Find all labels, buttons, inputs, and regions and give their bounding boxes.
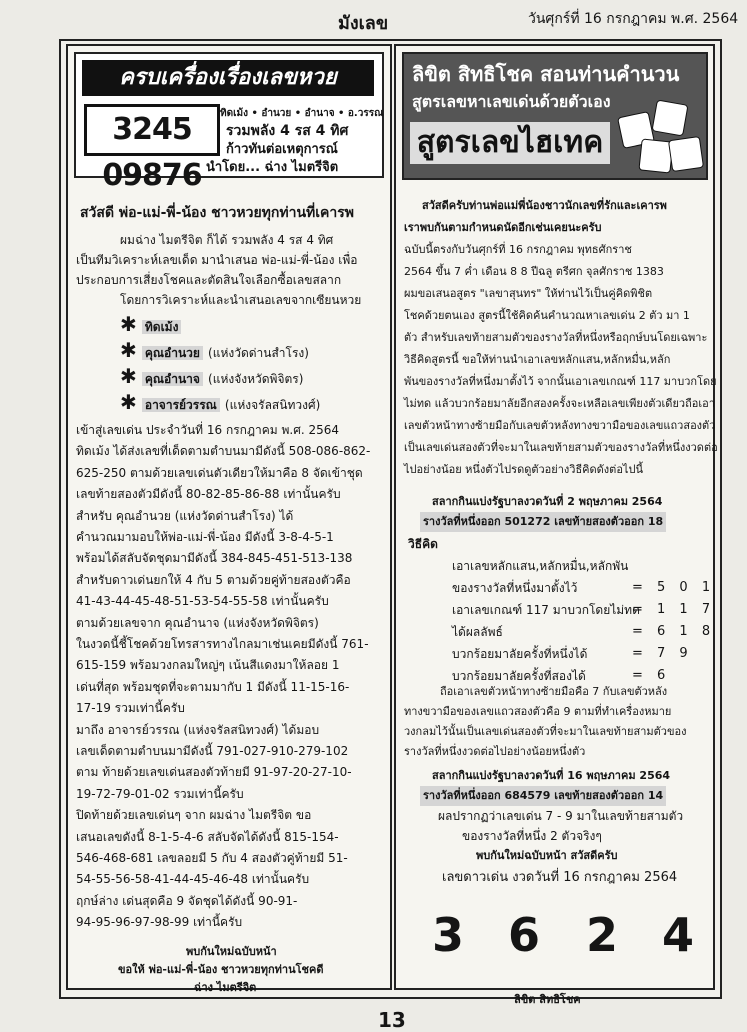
expert-name: คุณอำนาจ [142, 372, 203, 386]
result-line: ผลปรากฏว่าเลขเด่น 7 - 9 มาในเลขท้ายสามตัว [438, 809, 684, 823]
example1-result: รางวัลที่หนึ่งออก 501272 เลขท้ายสองตัวออก 18 [420, 512, 666, 532]
left-column [66, 44, 392, 994]
article-line: 54-55-56-58-41-44-45-46-48 เท่านั้นครับ [76, 872, 310, 887]
article-line: โชคด้วยตนเอง สูตรนี้ใช้คิดค้นคำนวณหาเลขเด่น 2 ตัว มา 1 [404, 309, 690, 322]
expert-name: อาจารย์วรรณ [142, 398, 220, 412]
star-numbers-label: เลขดาวเด่น งวดวันที่ 16 กรกฎาคม 2564 [442, 870, 678, 885]
left-signature: ฉ่าง ไมตรีจิต [194, 981, 257, 994]
calc-value: = 1 1 7 [632, 602, 716, 617]
article-line: 19-72-79-01-02 รวมเท่านี้ครับ [76, 786, 244, 801]
article-line: เด่นที่สุด พร้อมชุดที่จะตามมากับ 1 มีดังนี้ 11-15-16- [76, 679, 350, 694]
expert-place: (แห่งจังหวัดพิจิตร) [208, 372, 304, 386]
article-line: 625-250 ตามด้วยเลขเด่นตัวเดียวให้มาคือ 8 จัดเข้าชุด [76, 465, 363, 480]
article-line: พันของรางวัลที่หนึ่งมาตั้งไว้ จากนั้นเอาเลขเกณฑ์ 117 มาบวกโดย [404, 375, 717, 388]
article-line: สวัสดีครับท่านพ่อแม่พี่น้องชาวนักเลขที่รักและเคารพ [422, 199, 667, 212]
conclusion-line: ถือเอาเลขตัวหน้าทางซ้ายมือคือ 7 กับเลขตัวหลัง [440, 685, 668, 698]
article-line: เลขตัวหน้าทางซ้ายมือกับเลขตัวหลังทางขวามือของเลขแถวสองตัว [404, 419, 716, 432]
left-banner-line2: รวมพลัง 4 รส 4 ทิศ [226, 123, 349, 139]
article-line: มาถึง อาจารย์วรรณ (แห่งจรัลสนิทวงศ์) ได้มอบ [76, 722, 320, 737]
article-line: ไปอย่างน้อย หนึ่งตัวไปรดดูตัวอย่างวิธีคิดดังต่อไปนี้ [404, 463, 643, 476]
article-line: วิธีคิดสูตรนี้ ขอให้ท่านนำเอาเลขหลักแสน,หลักหมื่น,หลัก [404, 353, 671, 366]
final-digit: 6 [508, 908, 541, 962]
article-line: ฉบับนี้ตรงกับวันศุกร์ที่ 16 กรกฎาคม พุทธศักราช [404, 243, 632, 256]
left-banner-line3: ก้าวทันต่อเหตุการณ์ [226, 142, 338, 157]
newspaper-title: มังเลข [338, 13, 389, 34]
article-line: ฤกษ์ล่าง เด่นสุดคือ 9 จัดชุดได้ดังนี้ 90-91- [76, 893, 298, 908]
greeting-heading: สวัสดี พ่อ-แม่-พี่-น้อง ชาวหวยทุกท่านที่เคารพ [80, 205, 355, 221]
left-closing: พบกันใหม่ฉบับหน้า [186, 945, 277, 958]
calc-value: = 6 1 8 [632, 624, 716, 639]
article-line: ปิดท้ายด้วยเลขเด่นๆ จาก ผมฉ่าง ไมตรีจิต ขอ [76, 808, 312, 823]
calc-value: = 6 [632, 668, 671, 683]
expert-item [120, 390, 320, 415]
article-line: เสนอเลขดังนี้ 8-1-5-4-6 สลับจัดได้ดังนี้ 815-154- [76, 829, 339, 844]
right-banner-subtitle: สูตรเลขหาเลขเด่นด้วยตัวเอง [412, 92, 611, 111]
left-banner-line1: ทิดเม้ง • อำนวย • อำนาจ • อ.วรรณ [220, 108, 384, 119]
article-line: ตาม ท้ายด้วยเลขเด่นสองตัวท้ายมี 91-97-20-27-10- [76, 765, 352, 780]
article-line: 94-95-96-97-98-99 เท่านี้ครับ [76, 915, 243, 930]
article-line: ตัว สำหรับเลขท้ายสามตัวของรางวัลที่หนึ่งหรือฤกษ์บนโดยเฉพาะ [404, 331, 708, 344]
right-banner [402, 52, 708, 180]
intro-line: เป็นทีมวิเคราะห์เลขเด็ด มานำเสนอ พ่อ-แม่-พี่-น้อง เพื่อ [76, 253, 358, 267]
calc-label: เอาเลขเกณฑ์ 117 มาบวกโดยไม่ทด [452, 603, 640, 617]
expert-place: (แห่งวัดด่านสำโรง) [208, 346, 309, 360]
example2-result: รางวัลที่หนึ่งออก 684579 เลขท้ายสองตัวออก 14 [420, 786, 666, 806]
final-digit: 4 [662, 908, 695, 962]
asterisk-icon: ✱ [120, 364, 137, 388]
article-line: ในงวดนี้ชี้โชคด้วยโทรสารทางไกลมาเช่นเคยมีดังนี้ 761- [76, 637, 369, 651]
article-line: เลขเด็ดตามตำบนมามีดังนี้ 791-027-910-279-102 [76, 744, 349, 758]
article-line: ไม่ทด แล้วบวกร้อยมาลัยอีกสองครั้งจะเหลือเลขเพียงตัวเดียวถือเอา [404, 397, 715, 410]
method-label: วิธีคิด [408, 537, 438, 551]
right-banner-headline: สูตรเลขไฮเทค [410, 122, 610, 164]
conclusion-line: วงกลมไว้นั้นเป็นเลขเด่นสองตัวที่จะมาในเลขท้ายสามตัวของ [404, 725, 687, 738]
left-banner-line4: นำโดย... ฉ่าง ไมตรีจิต [206, 160, 339, 175]
calc-label: ได้ผลลัพธ์ [452, 625, 503, 639]
dice-icon [651, 99, 688, 136]
expert-name: ทิดเม้ง [142, 320, 182, 334]
expert-item [120, 312, 181, 337]
issue-date: วันศุกร์ที่ 16 กรกฎาคม พ.ศ. 2564 [528, 11, 739, 27]
left-banner-title: ครบเครื่องเรื่องเลขหวย [82, 60, 374, 96]
calc-label: บวกร้อยมาลัยครั้งที่สองได้ [452, 669, 586, 683]
calc-label: ของรางวัลที่หนึ่งมาตั้งไว้ [452, 581, 578, 595]
intro-line: โดยการวิเคราะห์และนำเสนอเลขจากเซียนหวย [120, 293, 362, 307]
article-line: 546-468-681 เลขลอยมี 5 กับ 4 สองตัวคู่ท้ายมี 51- [76, 851, 348, 865]
asterisk-icon: ✱ [120, 338, 137, 362]
author-signature: ลิขิต สิทธิโชค [514, 993, 581, 1006]
article-line: คำนวณมามอบให้พ่อ-แม่-พี่-น้อง มีดังนี้ 3-8-4-5-1 [76, 530, 334, 544]
intro-line: ผมฉ่าง ไมตรีจิต ก็ได้ รวมพลัง 4 รส 4 ทิศ [120, 233, 334, 247]
conclusion-line: ทางขวามือของเลขแถวสองตัวคือ 9 ตามที่ทำเครื่องหมาย [404, 705, 672, 718]
final-digit: 3 [432, 908, 465, 962]
calc-value: = 5 0 1 [632, 580, 716, 595]
article-line: 41-43-44-45-48-51-53-54-55-58 เท่านั้นครับ [76, 594, 329, 609]
expert-item [120, 338, 309, 363]
article-line: 17-19 รวมเท่านี้ครับ [76, 701, 185, 716]
result-line: ของรางวัลที่หนึ่ง 2 ตัวจริงๆ [462, 829, 602, 843]
calc-value: = 7 9 [632, 646, 693, 661]
article-line: เข้าสู่เลขเด่น ประจำวันที่ 16 กรกฎาคม พ.ศ. 2564 [76, 423, 339, 437]
left-closing: ขอให้ พ่อ-แม่-พี่-น้อง ชาวหวยทุกท่านโชคดี [118, 963, 324, 976]
right-column [394, 44, 718, 1006]
intro-line: ประกอบการเสี่ยงโชคและตัดสินใจเลือกซื้อเลขสลาก [76, 273, 342, 287]
conclusion-line: รางวัลที่หนึ่งงวดต่อไปอย่างน้อยหนึ่งตัว [404, 745, 586, 758]
page-number: 13 [378, 1008, 406, 1032]
example2-draw: สลากกินแบ่งรัฐบาลงวดวันที่ 16 พฤษภาคม 2564 [432, 769, 671, 782]
left-banner-numbers: 3245 09876 [84, 104, 220, 156]
article-line: ผมขอเสนอสูตร "เลขาสุนทร" ให้ท่านไว้เป็นคู่คิดพิชิต [404, 287, 653, 300]
article-line: เราพบกันตามกำหนดนัดอีกเช่นเคยนะครับ [404, 221, 602, 234]
right-closing: พบกันใหม่ฉบับหน้า สวัสดีครับ [476, 849, 618, 862]
expert-name: คุณอำนวย [142, 346, 203, 360]
article-line: เลขท้ายสองตัวมีดังนี้ 80-82-85-86-88 เท่านั้นครับ [76, 487, 341, 502]
example1-draw: สลากกินแบ่งรัฐบาลงวดวันที่ 2 พฤษภาคม 2564 [432, 495, 663, 508]
calc-label: เอาเลขหลักแสน,หลักหมื่น,หลักพัน [452, 559, 629, 573]
article-line: 615-159 พร้อมวงกลมใหญ่ๆ เน้นสีแดงมาให้ลอย 1 [76, 658, 340, 673]
dice-icon [668, 136, 704, 172]
article-line: สำหรับดาวเด่นยกให้ 4 กับ 5 ตามด้วยคู่ท้ายสองตัวคือ [76, 572, 351, 587]
article-line: ตามด้วยเลขจาก คุณอำนาจ (แห่งจังหวัดพิจิตร) [76, 615, 319, 630]
asterisk-icon: ✱ [120, 390, 137, 414]
right-banner-title: ลิขิต สิทธิโชค สอนท่านคำนวน [412, 62, 680, 86]
article-line: ทิดเม้ง ได้ส่งเลขที่เด็ดตามตำบนมามีดังนี้ 508-086-862- [76, 444, 371, 459]
left-banner [74, 52, 384, 193]
article-line: สำหรับ คุณอำนวย (แห่งวัดด่านสำโรง) ได้ [76, 508, 294, 523]
article-line: 2564 ขึ้น 7 ค่ำ เดือน 8 8 ปีฉลู ตรีศก จุลศักราช 1383 [404, 265, 664, 278]
expert-item [120, 364, 303, 389]
final-digit: 2 [586, 908, 619, 962]
article-line: พร้อมได้สลับจัดชุดมามีดังนี้ 384-845-451-513-138 [76, 551, 353, 566]
expert-place: (แห่งจรัลสนิทวงศ์) [224, 398, 321, 412]
asterisk-icon: ✱ [120, 312, 137, 336]
calc-label: บวกร้อยมาลัยครั้งที่หนึ่งได้ [452, 647, 588, 661]
article-line: เป็นเลขเด่นสองตัวที่จะมาในเลขท้ายสามตัวของรางวัลที่หนึ่งงวดต่อ [404, 441, 718, 454]
